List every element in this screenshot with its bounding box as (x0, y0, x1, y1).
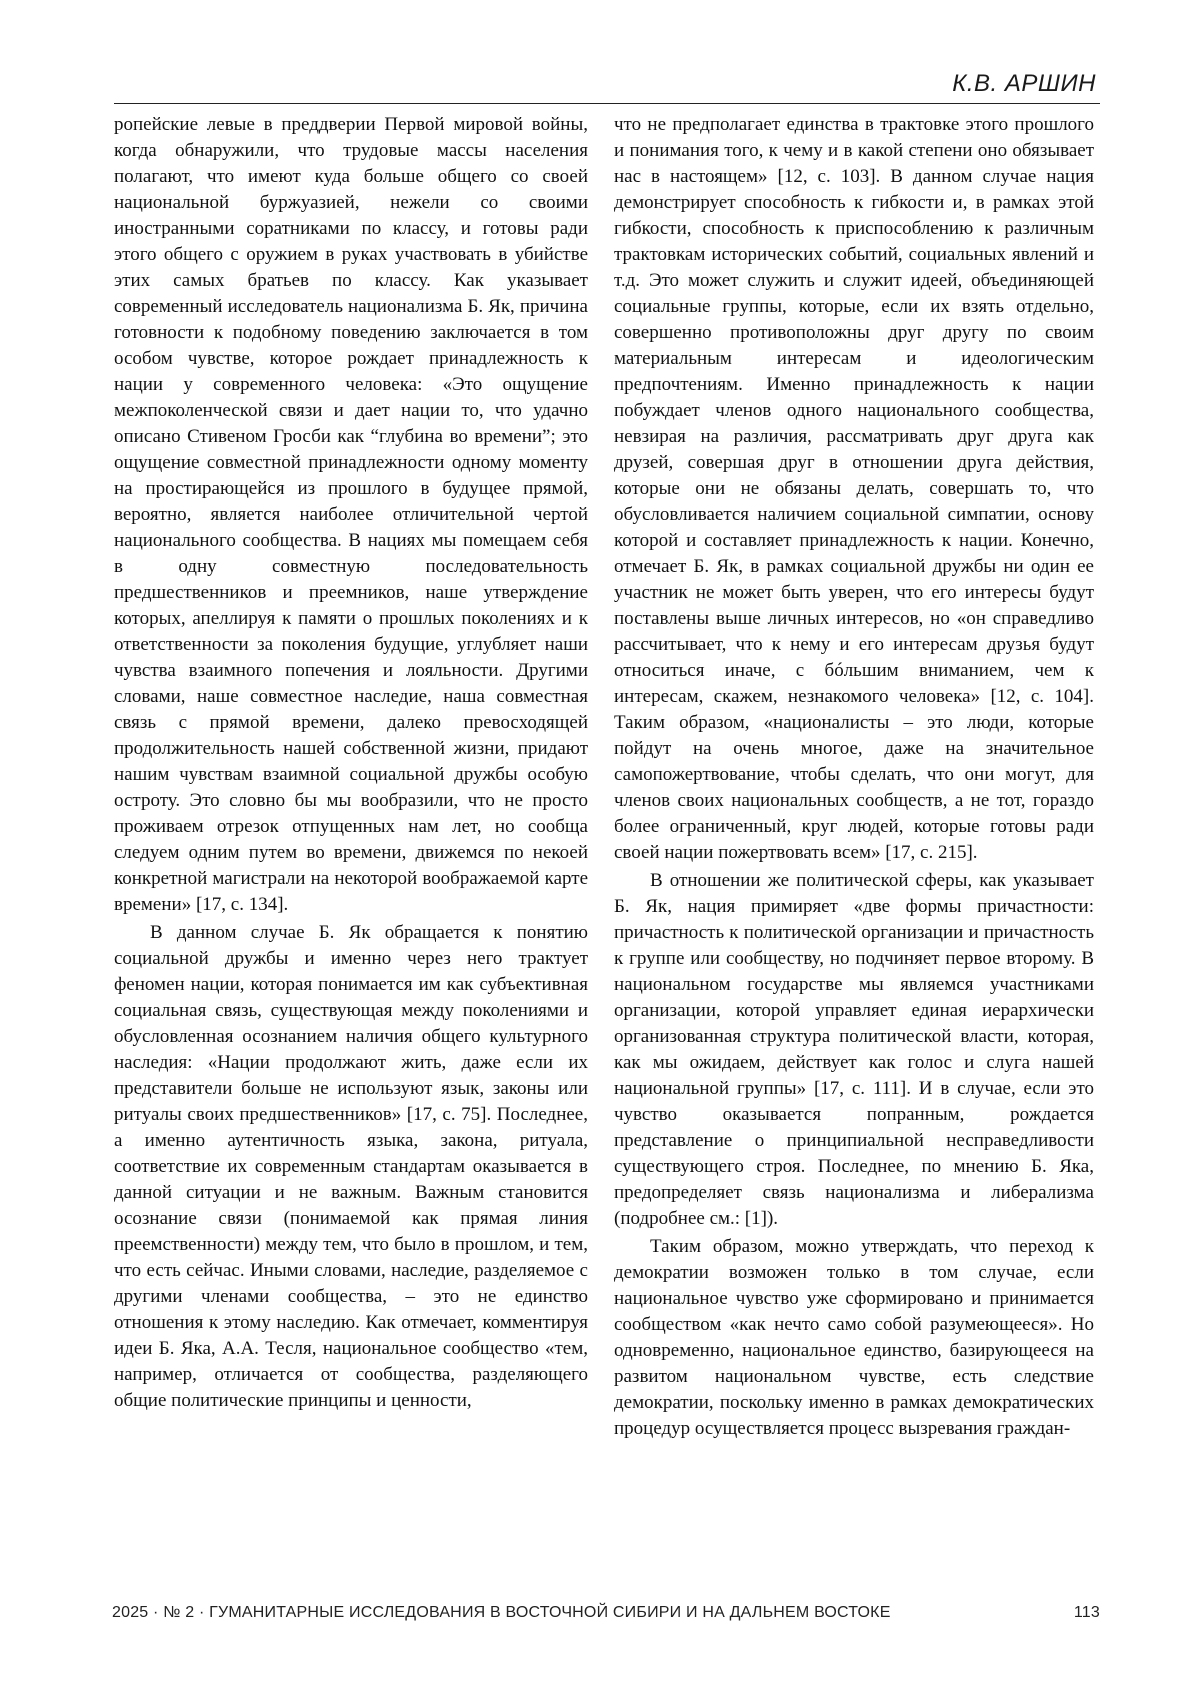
right-text-column (614, 112, 1094, 1442)
running-header-author: К.В. АРШИН (952, 70, 1096, 97)
journal-title: 2025 · № 2 · ГУМАНИТАРНЫЕ ИССЛЕДОВАНИЯ В ВОСТОЧНОЙ СИБИРИ И НА ДАЛЬНЕМ ВОСТОКЕ (112, 1604, 891, 1621)
page-number: 113 (1073, 1604, 1100, 1621)
left-paragraph-1: ропейские левые в преддверии Первой мировой войны, когда обнаружили, что трудовые массы населения полагают, что имеют куда больше общего со своей национальной буржуазией, нежели со своими иностранными соратниками по классу, и готовы ради этого общего с оружием в руках участвовать в убийстве этих самых братьев по классу. Как указывает современный исследователь национализма Б. Як, причина готовности к подобному поведению заключается в том особом чувстве, которое рождает принадлежность к нации у современного человека: «Это ощущение межпоколенческой связи и дает нации то, что удачно описано Стивеном Гросби как “глубина во времени”; это ощущение совместной принадлежности одному моменту на простирающейся из прошлого в будущее прямой, вероятно, является наиболее отличительной чертой национального сообщества. В нациях мы помещаем себя в одну совместную последовательность предшественников и преемников, наше утверждение которых, апеллируя к памяти о прошлых поколениях и к ответственности за поколения будущие, углубляет наши чувства взаимного попечения и лояльности. Другими словами, наше совместное наследие, наша совместная связь с прямой времени, далеко превосходящей продолжительность нашей собственной жизни, придают нашим чувствам взаимной социальной дружбы особую остроту. Это словно бы мы вообразили, что не просто проживаем отрезок отпущенных нам лет, но сообща следуем одним путем во времени, движемся по некоей конкретной магистрали на некоторой воображаемой карте времени» [17, с. 134]. (114, 114, 588, 915)
header-divider (114, 103, 1100, 104)
left-text-column (114, 112, 588, 1414)
left-paragraph-2: В данном случае Б. Як обращается к понятию социальной дружбы и именно через него трактует феномен нации, которая понимается им как субъективная социальная связь, существующая между поколениями и обусловленная осознанием наличия общего культурного наследия: «Нации продолжают жить, даже если их представители больше не используют язык, законы или ритуалы своих предшественников» [17, с. 75]. Последнее, а именно аутентичность языка, закона, ритуала, соответствие их современным стандартам оказывается в данной ситуации и не важным. Важным становится осознание связи (понимаемой как прямая линия преемственности) между тем, что было в прошлом, и тем, что есть сейчас. Иными словами, наследие, разделяемое с другими членами сообщества, – это не единство отношения к этому наследию. Как отмечает, комментируя идеи Б. Яка, А.А. Тесля, национальное сообщество «тем, например, отличается от сообщества, разделяющего общие политические принципы и ценности, (114, 922, 588, 1411)
right-paragraph-1: что не предполагает единства в трактовке этого прошлого и понимания того, к чему и в какой степени оно обязывает нас в настоящем» [12, с. 103]. В данном случае нация демонстрирует способность к гибкости и, в рамках этой гибкости, способность к приспособлению к различным трактовкам исторических событий, социальных явлений и т.д. Это может служить и служит идеей, объединяющей социальные группы, которые, если их взять отдельно, совершенно противоположны друг другу по своим материальным интересам и идеологическим предпочтениям. Именно принадлежность к нации побуждает членов одного национального сообщества, невзирая на различия, рассматривать друг друга как друзей, совершая друг в отношении друга действия, которые они не обязаны делать, совершать то, что обусловливается наличием социальной симпатии, основу которой и составляет принадлежность к нации. Конечно, отмечает Б. Як, в рамках социальной дружбы ни один ее участник не может быть уверен, что его интересы будут поставлены выше личных интересов, но «он справедливо рассчитывает, что к нему и его интересам друзья будут относиться иначе, с бóльшим вниманием, чем к интересам, скажем, незнакомого человека» [12, с. 104]. Таким образом, «националисты – это люди, которые пойдут на очень многое, даже на значительное самопожертвование, чтобы сделать, что они могут, для членов своих национальных сообществ, а не тот, гораздо более ограниченный, круг людей, которые готовы ради своей нации пожертвовать всем» [17, с. 215]. (614, 114, 1094, 863)
right-paragraph-2: В отношении же политической сферы, как указывает Б. Як, нация примиряет «две формы причастности: причастность к политической организации и причастность к группе или сообществу, но подчиняет первое второму. В национальном государстве мы являемся участниками организации, которой управляет единая иерархически организованная структура политической власти, которая, как мы ожидаем, действует как голос и слуга нашей национальной группы» [17, с. 111]. И в случае, если это чувство оказывается попранным, рождается представление о принципиальной несправедливости существующего строя. Последнее, по мнению Б. Яка, предопределяет связь национализма и либерализма (подробнее см.: [1]). (614, 870, 1094, 1229)
page-footer (112, 1604, 1100, 1622)
right-paragraph-3: Таким образом, можно утверждать, что переход к демократии возможен только в том случае, если национальное чувство уже сформировано и принимается сообществом «как нечто само собой разумеющееся». Но одновременно, национальное единство, базирующееся на развитом национальном чувстве, есть следствие демократии, поскольку именно в рамках демократических процедур осуществляется процесс вызревания граждан- (614, 1236, 1094, 1439)
